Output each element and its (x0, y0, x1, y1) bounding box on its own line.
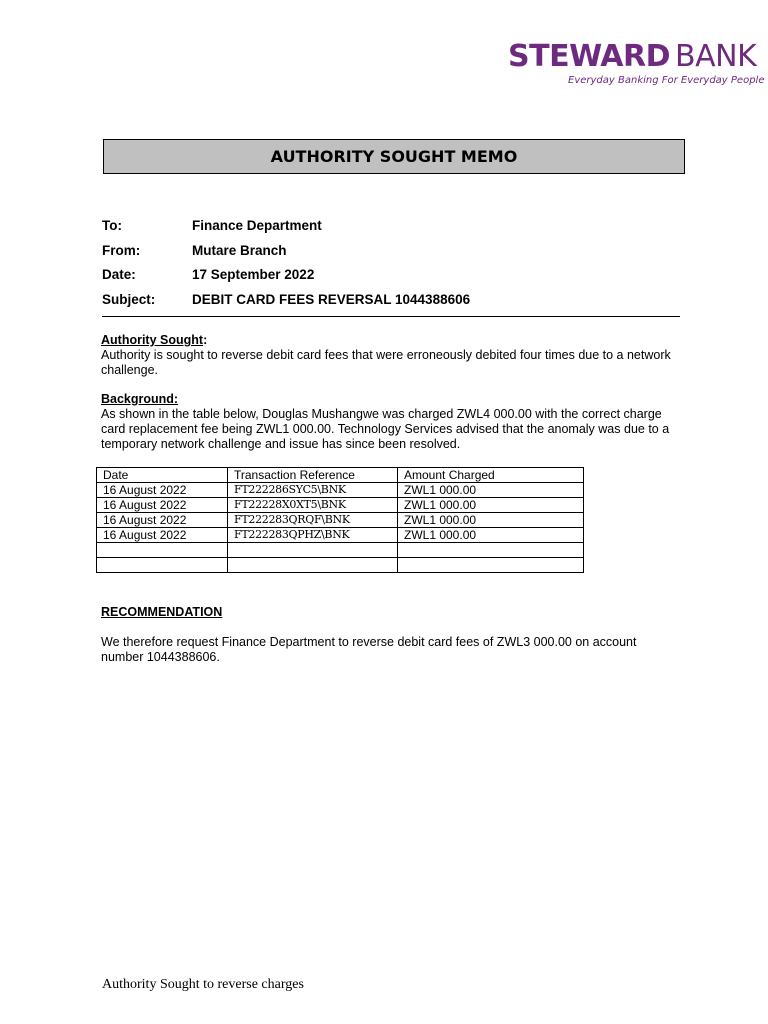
table-header-row (97, 468, 584, 483)
recommendation-paragraph (101, 635, 686, 665)
cell-date: 16 August 2022 (97, 528, 228, 543)
paragraph-line: temporary network challenge and issue has since been resolved. (101, 437, 461, 451)
cell-amount: ZWL1 000.00 (398, 483, 584, 498)
cell-amount (398, 558, 584, 573)
cell-reference (228, 543, 398, 558)
field-label: To: (102, 218, 122, 233)
paragraph-line: We therefore request Finance Department to reverse debit card fees of ZWL3 000.00 on account (101, 635, 637, 649)
cell-date: 16 August 2022 (97, 498, 228, 513)
authority-heading-text: Authority Sought (101, 333, 204, 347)
paragraph-line: challenge. (101, 363, 158, 377)
transactions-table (96, 467, 584, 573)
logo-wordmark (508, 36, 757, 74)
logo-tagline: Everyday Banking For Everyday People (568, 75, 765, 86)
cell-date (97, 558, 228, 573)
authority-heading (101, 333, 207, 347)
authority-heading-colon: : (203, 333, 208, 347)
paragraph-line: As shown in the table below, Douglas Mushangwe was charged ZWL4 000.00 with the correct charge (101, 407, 662, 421)
paragraph-line: number 1044388606. (101, 650, 220, 664)
logo-brand-left: STEWARD (508, 39, 671, 74)
table-row (97, 528, 584, 543)
background-heading: Background: (101, 392, 179, 406)
column-header-reference: Transaction Reference (228, 468, 398, 483)
column-header-date: Date (97, 468, 228, 483)
field-value: 17 September 2022 (192, 267, 315, 282)
page-footer: Authority Sought to reverse charges (102, 977, 304, 992)
cell-amount (398, 543, 584, 558)
cell-amount: ZWL1 000.00 (398, 513, 584, 528)
memo-title-box (103, 139, 685, 174)
logo-brand-right: BANK (675, 39, 757, 74)
table-row-empty (97, 543, 584, 558)
table-row-empty (97, 558, 584, 573)
table-row (97, 498, 584, 513)
field-value: DEBIT CARD FEES REVERSAL 1044388606 (192, 292, 471, 307)
table-row (97, 483, 584, 498)
field-value: Finance Department (192, 218, 322, 233)
field-label: Date: (102, 267, 136, 282)
field-label: From: (102, 243, 141, 258)
header-divider (102, 316, 680, 317)
steward-bank-logo (508, 36, 765, 86)
field-value: Mutare Branch (192, 243, 287, 258)
column-header-amount: Amount Charged (398, 468, 584, 483)
cell-date (97, 543, 228, 558)
cell-reference (228, 558, 398, 573)
authority-paragraph (101, 348, 686, 378)
paragraph-line: card replacement fee being ZWL1 000.00. Technology Services advised that the anomaly was due to a (101, 422, 670, 436)
cell-date: 16 August 2022 (97, 483, 228, 498)
cell-reference: FT22228X0XT5\BNK (228, 498, 398, 513)
table-row (97, 513, 584, 528)
cell-amount: ZWL1 000.00 (398, 528, 584, 543)
cell-date: 16 August 2022 (97, 513, 228, 528)
field-label: Subject: (102, 292, 156, 307)
cell-amount: ZWL1 000.00 (398, 498, 584, 513)
cell-reference: FT222283QRQF\BNK (228, 513, 398, 528)
recommendation-heading: RECOMMENDATION (101, 605, 223, 619)
memo-title: AUTHORITY SOUGHT MEMO (270, 147, 518, 166)
paragraph-line: Authority is sought to reverse debit card fees that were erroneously debited four times due to a network (101, 348, 671, 362)
cell-reference: FT222283QPHZ\BNK (228, 528, 398, 543)
cell-reference: FT222286SYC5\BNK (228, 483, 398, 498)
background-paragraph (101, 407, 686, 452)
